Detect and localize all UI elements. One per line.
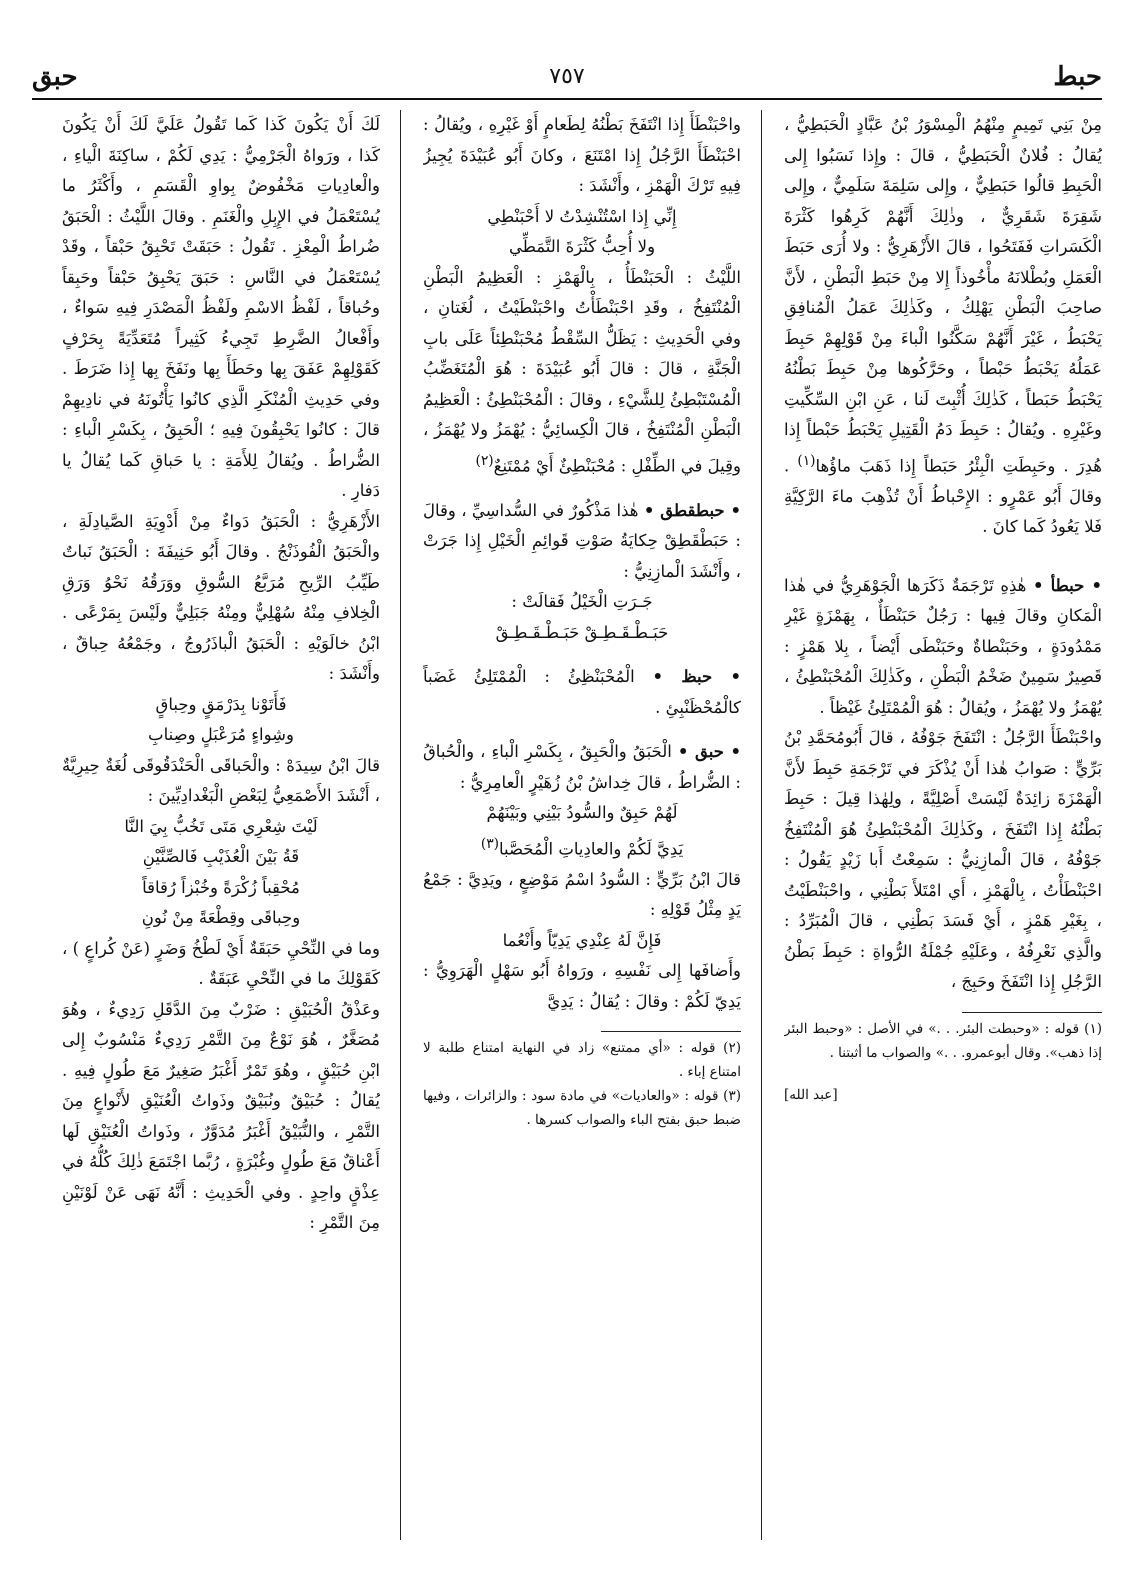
footnote-rule <box>962 1012 1102 1013</box>
entry-paragraph <box>423 496 741 588</box>
footnote: (١) قوله : «وحبطت البئر. . .» في الأصل : «وحبط البئر إذا ذهب». وقال أبوعمرو. . .» والصواب ما أثبتنا . <box>784 1020 1102 1061</box>
column-left <box>62 110 380 1560</box>
paragraph-text: هٰذا مَذْكُورٌ في السُّداسِيِّ ، وقالَ : حَبَطْقَطِقْ حِكايَةُ صَوْتِ قَوائِمِ الْخَيْلِ إِذا جَرَتْ ، وأَنْشَدَ الْمازِنِيُّ : <box>423 500 741 581</box>
entry-headword: • حبطأ • <box>1032 575 1102 595</box>
paragraph <box>62 751 380 812</box>
paragraph-text: قالَ ابْنُ بَرِّيٍّ : السُّودُ اسْمُ مَوْضِعٍ ، ويَدِيَّ : جَمْعُ يَدٍ مِثْلُ قَوْلِهِ : <box>423 869 741 919</box>
entry-paragraph <box>423 662 741 723</box>
entry-headword: • حبظ • <box>652 667 741 686</box>
header-keyword-right: حبط <box>1053 62 1102 92</box>
paragraph-text: وما في النِّحْيِ حَبَقَةٌ أَيْ لَطْخُ وَضَرٍ (عَنْ كُراعٍ ) ، كَقَوْلِكَ ما في النِّحْيِ عَبَقَةٌ . <box>62 938 380 988</box>
verse-line: قَةُ بَيْنَ الْعُذَيْبِ فَالصِّنَّيْنِ <box>142 847 300 866</box>
paragraph-text: قالَ ابْنُ سِيدَهْ : والْحَباقَى الْحَنْدَقُوقَى لُغَةٌ حِيرِيَّةٌ ، أَنْشَدَ الأَصْمَعِيُّ لِبَعْضِ الْبَغْدادِيِّينَ : <box>62 755 380 805</box>
verse-line: لَيْتَ شِعْرِي مَتَى تَخُبُّ بِيَ النَّا <box>124 816 318 836</box>
verse-line: فَأَتَوْنا بِدَرْمَقٍ وحِباقٍ <box>155 694 287 714</box>
dictionary-page <box>32 60 1102 1560</box>
verse-line: لَهُمْ حَبِقٌ والسُّودُ بَيْنِي وبَيْنَهُمْ <box>486 803 678 822</box>
paragraph <box>423 110 741 202</box>
column-divider <box>761 110 762 1540</box>
paragraph-text: الْمُحْبَنْظِئُ : الْمُمْتَلِئُ غَضَباً كالْمُحْظَنْبِئِ . <box>423 667 741 717</box>
paragraph <box>784 110 1102 543</box>
paragraph-text: هٰذِهِ تَرْجَمَةٌ ذَكَرَها الْجَوْهَرِيُّ في هٰذا الْمَكانِ وقالَ فِيها : رَجُلٌ حَبَنْطَأٌ ، بِهَمْزَةٍ غَيْرِ مَمْدُودَةٍ ، وحَبَنْطاةٌ وحَبَنْطَى أَيْضاً ، بِلا هَمْزٍ : قَصِيرٌ سَمِينٌ ضَخْمُ الْبَطْنِ ، وكَذٰلِكَ الْمُحْبَنْطِئُ ، يُهْمَزُ ولا يُهْمَزُ ، ويُقالُ : هُوَ الْمُمْتَلِئُ غَيْظاً . <box>784 575 1102 717</box>
entry-paragraph <box>784 571 1102 724</box>
verse-line: إِنِّي إِذا اسْتُنْشِدْتُ لا أَحْبَنْطِي <box>487 206 677 226</box>
column-divider <box>400 110 401 1540</box>
paragraph <box>62 110 380 507</box>
verse-line: حَبَـطْـقَـطِـقْ حَبَـطْـقَـطِـقْ <box>495 622 669 642</box>
column-middle <box>423 110 741 1560</box>
paragraph-text: . وقالَ أَبُو عَمْرٍو : الإِحْباطُ أَنْ تُذْهِبَ ماءَ الرَّكِيَّةِ فَلا يَعُودُ كَما كانَ . <box>784 456 1102 536</box>
paragraph <box>423 263 741 482</box>
verse-text: يَدِيَّ لَكُمْ والعادِياتِ الْمُحَصَّبا <box>498 839 684 858</box>
entry-headword: • حبق • <box>677 742 741 761</box>
footnote-ref: (٣) <box>480 835 499 852</box>
verse-line <box>423 829 741 865</box>
verse-line: فَإِنَّ لَهُ عِنْدِي يَدِيّاً وأَنْعُما <box>502 930 662 950</box>
verse-line: وشِواءٍ مُرَعْبَلٍ وصِنابِ <box>148 725 294 744</box>
page-number: ٧٥٧ <box>549 64 585 89</box>
editor-signature: [عبد الله] <box>784 1086 838 1103</box>
verse-line: وحِباقَى وقِطْعَةً مِنْ نُونِ <box>141 908 301 927</box>
paragraph-text: الْحَبَقُ والْحَبِقُ ، بِكَسْرِ الْباءِ ، والْحُباقُ : الضُّراطُ ، قالَ خِداشُ بْنُ زُهَيْرٍ الْعامِرِيُّ : <box>423 742 741 792</box>
verse-line: ولا أُحِبُّ كَثْرَةَ التَّمَطِّي <box>508 237 656 256</box>
footnote-ref: (٢) <box>475 452 494 469</box>
paragraph-text: اللَّيْثُ : الْحَبَنْطَأُ ، بِالْهَمْزِ : الْعَظِيمُ الْبَطْنِ الْمُنْتَفِخُ ، وقَدِ احْبَنْطَأْتُ واحْبَنْطَيْتُ ، لُغَتانِ ، وفي الْحَدِيثِ : يَظَلُّ السِّقْطُ مُحْبَنْطِئاً عَلَى بابِ الْجَنَّةِ ، قالَ : قالَ أَبُو عُبَيْدَةَ : هُوَ الْمُتَغَضِّبُ الْمُسْتَبْطِئُ لِلشَّيْءِ ، وقالَ : الْمُحْبَنْطِئُ : الْعَظِيمُ الْبَطْنِ الْمُنْتَفِخُ ، قالَ الْكِسائِيُّ : يُهْمَزُ ولا يُهْمَزُ ، وقِيلَ في الطِّفْلِ : مُحْبَنْطِئٌ أَيْ مُمْتَنِعٌ <box>423 267 741 475</box>
paragraph <box>62 507 380 690</box>
paragraph-text: وأَضافَها إِلى نَفْسِهِ ، ورَواهُ أَبُو سَهْلٍ الْهَرَوِيُّ : يَدِيّ لَكُمْ : وقالَ : يُقالُ : يَدِيَّ <box>423 961 741 1011</box>
paragraph <box>62 934 380 995</box>
paragraph-text: واحْبَنْطَأَ إِذا انْتَفَخَ بَطْنُهُ لِطَعامٍ أَوْ غَيْرِهِ ، ويُقالُ : احْبَنْطَأَ الرَّجُلُ إِذا امْتَنَعَ ، وكانَ أَبُو عُبَيْدَةَ يُجِيزُ فِيهِ تَرْكَ الْهَمْزِ ، وأَنْشَدَ : <box>423 115 741 195</box>
paragraph-text: واحْبَنْطَأَ الرَّجُلُ : انْتَفَخَ جَوْفُهُ ، قالَ أَبُومُحَمَّدِ بْنُ بَرِّيٍّ : صَوابُ هٰذا أَنْ يُذْكَرَ في تَرْجَمَةِ حَبِطَ لأَنَّ الْهَمْزَةَ زائِدَةٌ لَيْسَتْ أَصْلِيَّةً ، ولِهٰذا قِيلَ : حَبِطَ بَطْنُهُ إِذا انْتَفَخَ ، وكَذٰلِكَ الْمُحْبَنْطِئُ هُوَ الْمُنْتَفِخُ جَوْفُهُ ، قالَ الْمازِنِيُّ : سَمِعْتُ أَبا زَيْدٍ يَقُولُ : احْبَنْطَأْتُ ، بِالْهَمْزِ ، أَي امْتَلأَ بَطْنِي ، واحْبَنْطَيْتُ ، بِغَيْرِ هَمْزٍ ، أَيْ فَسَدَ بَطْنِي ، قالَ الْمُبَرِّدُ : والَّذِي نَعْرِفُهُ ، وعَلَيْهِ جُمْلَةُ الرُّواةِ : حَبِطَ بَطْنُ الرَّجُلِ إِذا انْتَفَخَ وحَبِجَ ، <box>784 728 1102 991</box>
verse-line: جَـرَتِ الْخَيْلُ فَقالَتْ : <box>511 592 653 611</box>
paragraph-text: مِنْ بَنِي تَمِيمٍ مِنْهُمُ الْمِسْوَرُ بْنُ عَبَّادٍ الْحَبَطِيُّ ، يُقالُ : فُلانٌ الْحَبَطِيُّ ، قالَ : وإِذا نَسَبُوا إِلى الْحَبِطِ قالُوا حَبَطِيٌّ ، وإِلى سَلِمَةَ سَلَمِيٌّ ، وإِلى شَقِرَةَ شَقَرِيٌّ ، وذٰلِكَ أَنَّهُمْ كَرِهُوا كَثْرَةَ الْكَسَراتِ فَفَتَحُوا ، قالَ الأَزْهَرِيُّ : ولا أُرَى حَبَطَ الْعَمَلِ وبُطْلانَهُ مأْخُوذاً إِلا مِنْ حَبَطِ الْبَطْنِ ، لأَنَّ صاحِبَ الْبَطْنِ يَهْلِكُ ، وكَذٰلِكَ عَمَلُ الْمُنافِقِ يَحْبَطُ ، غَيْرَ أَنَّهُمْ سَكَّنُوا الْباءَ مِنْ قَوْلِهِمْ حَبِطَ عَمَلُهُ يَحْبَطُ حَبْطاً ، وحَرَّكُوها مِنْ حَبِطَ بَطْنُهُ يَحْبَطُ حَبَطاً ، كَذٰلِكَ أُثْبِتَ لَنا ، عَنِ ابْنِ السِّكِّيتِ وغَيْرِهِ . ويُقالُ : حَبِطَ دَمُ الْقَتِيلِ يَحْبَطُ حَبْطاً إِذا هُدِرَ . وحَبِطَتِ الْبِئْرُ حَبَطاً إِذا ذَهَبَ ماؤُها <box>784 115 1102 475</box>
paragraph <box>62 995 380 1239</box>
paragraph-text: وعَذْقُ الْحُبَيْقِ : ضَرْبٌ مِنَ الدَّقَلِ رَدِيءٌ ، وهُوَ مُصَغَّرٌ ، هُوَ نَوْعٌ مِنَ التَّمْرِ رَدِيءٌ مَنْسُوبٌ إِلى ابْنِ حُبَيْقٍ ، وهُوَ تَمْرٌ أَغْبَرُ صَغِيرٌ مَعَ طُولٍ فِيهِ . يُقالُ : حُبَيْقٌ ونُبَيْقٌ وذَواتُ الْعُنَيْقِ لأَنْواعٍ مِنَ التَّمْرِ ، والنُّبَيْقُ أَغْبَرُ مُدَوَّرٌ ، وذَواتُ الْعُنَيْقِ لَها أَعْناقٌ مَعَ طُولٍ وغُبْرَةٍ ، رُبَّما اجْتَمَعَ ذٰلِكَ كُلُّهُ في عِذْقٍ واحِدٍ . وفي الْحَدِيثِ : أَنَّهُ نَهَى عَنْ لَوْنَيْنِ مِنَ التَّمْرِ : <box>62 999 380 1232</box>
column-right <box>784 110 1102 1560</box>
footnote-rule <box>601 1031 741 1032</box>
paragraph-text: الأَزْهَرِيُّ : الْحَبَقُ دَواءٌ مِنْ أَدْوِيَةِ الصَّيادِلَةِ ، والْحَبَقُ الْفُوذَنْجُ . وقالَ أَبُو حَنِيفَةَ : الْحَبَقُ نَباتٌ طَيِّبُ الرِّيحِ مُرَبَّعُ السُّوقِ ووَرَقُهُ نَحْوُ وَرَقِ الْخِلافِ مِنْهُ سُهْلِيٌّ ومِنْهُ جَبَلِيٌّ ولَيْسَ بِمَرْعًى . ابْنُ خالَوَيْهِ : الْحَبَقُ الْباذَرُوجُ ، وجَمْعُهُ حِباقٌ ، وأَنْشَدَ : <box>62 511 380 683</box>
paragraph <box>423 956 741 1017</box>
paragraph <box>784 723 1102 998</box>
footnote-ref: (١) <box>797 452 816 469</box>
entry-headword: • حبطقطق • <box>643 500 741 520</box>
paragraph <box>423 865 741 926</box>
entry-paragraph <box>423 737 741 798</box>
verse-line: مُحْقِباً زُكْرَةً وخُبْزاً رُقاقاً <box>142 877 300 897</box>
paragraph-text: لَكَ أَنْ يَكُونَ كَذا كَما تَقُولُ عَلَيَّ لَكَ أَنْ يَكُونَ كَذا ، ورَواهُ الْجَرْمِيُّ : يَدِي لَكُمْ ، ساكِنَةَ الْياءِ ، والْعادِياتِ مَخْفُوضٌ بِواوِ الْقَسَمِ ، وأَكْثَرُ ما يُسْتَعْمَلُ في الإِبِلِ والْغَنَمِ . وقالَ اللَّيْثُ : الْحَبَقُ ضُراطُ الْمِعْزِ . تَقُولُ : حَبَقَتْ تَحْبِقُ حَبْقاً ، وقَدْ يُسْتَعْمَلُ في النَّاسِ : حَبَقَ يَحْبِقُ حَبْقاً وحَبِقاً وحُباقاً ، لَفْظُ الاسْمِ ولَفْظُ الْمَصْدَرِ فِيهِ سَواءٌ ، وأَفْعالُ الضَّرِطِ تَجِيءُ كَثِيراً مُتَعَدِّيَةً بِحَرْفٍ كَقَوْلِهِمْ عَفَقَ بِها وحَطَأَ بِها ونَفَخَ بِها إِذا ضَرَطَ . وفي حَدِيثِ الْمُنْكَرِ الَّذِي كانُوا يَأْتُونَهُ في نادِيهِمْ قالَ : كانُوا يَحْبِقُونَ فِيهِ ؛ الْحَبِقُ ، بِكَسْرِ الْباءِ : الضُّراطُ . ويُقالُ لِلأَمَةِ : يا حَباقِ كَما يُقالُ يا دَفارِ . <box>62 115 380 500</box>
footnote: (٢) قوله : «أي ممتنع» زاد في النهاية امتناع طلبة لا امتناع إباء . <box>423 1040 741 1080</box>
header-keyword-left: حبق <box>32 62 78 92</box>
page-header <box>32 60 1102 100</box>
footnote: (٣) قوله : «والعاديات» في مادة سود : والزائرات ، وفيها ضبط حبق بفتح الباء والصواب كسرها . <box>423 1088 741 1128</box>
